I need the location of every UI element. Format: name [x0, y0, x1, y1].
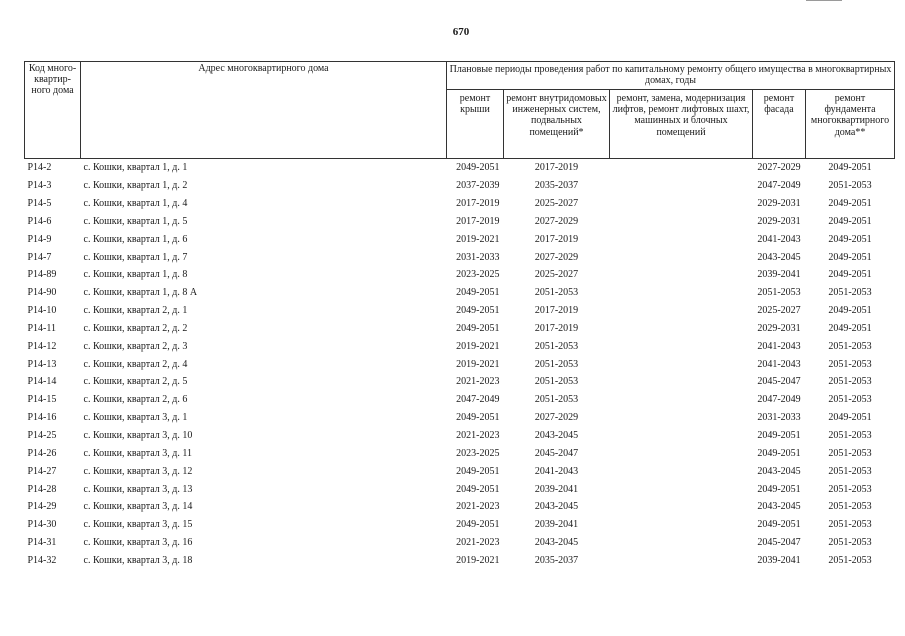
cell-address: с. Кошки, квартал 1, д. 8 А: [83, 287, 198, 299]
cell-code: Р14-2: [27, 162, 52, 174]
table-row: [25, 462, 895, 480]
cell-engineering: 2035-2037: [534, 180, 579, 192]
cell-foundation: 2051-2053: [828, 519, 872, 531]
cell-roof: 2021-2023: [456, 537, 500, 549]
cell-elevators: [610, 445, 753, 463]
cell-elevators: [610, 534, 753, 552]
cell-facade: 2041-2043: [757, 358, 801, 370]
cell-elevators: [610, 409, 753, 427]
cell-roof: 2049-2051: [456, 412, 500, 424]
cell-elevators: [610, 516, 753, 534]
cell-facade: 2049-2051: [757, 429, 801, 441]
cell-engineering: 2027-2029: [534, 412, 579, 424]
table-row: [25, 230, 895, 248]
cell-address: с. Кошки, квартал 1, д. 7: [83, 251, 188, 263]
cell-facade: 2043-2045: [757, 501, 801, 513]
cell-facade: 2045-2047: [757, 376, 801, 388]
cell-code: Р14-12: [27, 340, 57, 352]
cell-roof: 2019-2021: [456, 358, 500, 370]
cell-roof: 2049-2051: [456, 162, 500, 174]
cell-elevators: [610, 213, 753, 231]
cell-elevators: [610, 266, 753, 284]
cell-engineering: 2027-2029: [534, 251, 579, 263]
cell-roof: 2049-2051: [456, 465, 500, 477]
cell-elevators: [610, 320, 753, 338]
cell-foundation: 2051-2053: [828, 501, 872, 513]
cell-facade: 2049-2051: [757, 519, 801, 531]
header-code: Код много-квартир-ного дома: [25, 62, 81, 159]
table-body: [25, 159, 895, 570]
cell-roof: 2049-2051: [456, 483, 500, 495]
cell-facade: 2029-2031: [757, 322, 801, 334]
cell-address: с. Кошки, квартал 2, д. 5: [83, 376, 188, 388]
table-row: [25, 498, 895, 516]
cell-engineering: 2027-2029: [534, 215, 579, 227]
cell-code: Р14-90: [27, 287, 57, 299]
cell-facade: 2041-2043: [757, 233, 801, 245]
cell-facade: 2045-2047: [757, 537, 801, 549]
cell-engineering: 2041-2043: [534, 465, 579, 477]
cell-roof: 2047-2049: [456, 394, 500, 406]
cell-engineering: 2051-2053: [534, 394, 579, 406]
table-row: [25, 213, 895, 231]
cell-code: Р14-31: [27, 537, 57, 549]
cell-engineering: 2035-2037: [534, 554, 579, 566]
cell-facade: 2041-2043: [757, 340, 801, 352]
cell-facade: 2039-2041: [757, 269, 801, 281]
cell-address: с. Кошки, квартал 1, д. 4: [83, 198, 188, 210]
cell-foundation: 2051-2053: [828, 376, 872, 388]
cell-foundation: 2051-2053: [828, 429, 872, 441]
cell-engineering: 2039-2041: [534, 519, 579, 531]
cell-address: с. Кошки, квартал 2, д. 6: [83, 394, 188, 406]
cell-roof: 2023-2025: [456, 269, 500, 281]
cell-foundation: 2051-2053: [828, 465, 872, 477]
table-row: [25, 373, 895, 391]
cell-roof: 2019-2021: [456, 233, 500, 245]
cell-engineering: 2017-2019: [534, 162, 579, 174]
table-row: [25, 480, 895, 498]
cell-code: Р14-30: [27, 519, 57, 531]
cell-foundation: 2051-2053: [828, 180, 872, 192]
cell-foundation: 2051-2053: [828, 554, 872, 566]
table-row: [25, 195, 895, 213]
cell-elevators: [610, 302, 753, 320]
table-row: [25, 409, 895, 427]
cell-address: с. Кошки, квартал 2, д. 2: [83, 322, 188, 334]
cell-foundation: 2049-2051: [828, 198, 872, 210]
table-row: [25, 534, 895, 552]
cell-address: с. Кошки, квартал 3, д. 14: [83, 501, 193, 513]
table-row: [25, 302, 895, 320]
cell-foundation: 2049-2051: [828, 251, 872, 263]
header-elevators: ремонт, замена, модернизация лифтов, ремонт лифтовых шахт, машинных и блочных помещений: [610, 90, 753, 159]
cell-engineering: 2051-2053: [534, 340, 579, 352]
header-engineering: ремонт внутридомовых инженерных систем, подвальных помещений*: [504, 90, 610, 159]
cell-address: с. Кошки, квартал 3, д. 15: [83, 519, 193, 531]
cell-engineering: 2051-2053: [534, 358, 579, 370]
table-row: [25, 445, 895, 463]
cell-code: Р14-89: [27, 269, 57, 281]
cell-facade: 2025-2027: [757, 305, 801, 317]
cell-elevators: [610, 248, 753, 266]
cell-code: Р14-15: [27, 394, 57, 406]
cell-roof: 2049-2051: [456, 519, 500, 531]
cell-facade: 2039-2041: [757, 554, 801, 566]
table-row: [25, 337, 895, 355]
table-row: [25, 320, 895, 338]
cell-roof: 2037-2039: [456, 180, 500, 192]
cell-code: Р14-25: [27, 429, 57, 441]
cell-address: с. Кошки, квартал 2, д. 1: [83, 305, 188, 317]
cell-address: с. Кошки, квартал 3, д. 10: [83, 429, 193, 441]
cell-facade: 2043-2045: [757, 251, 801, 263]
cell-foundation: 2049-2051: [828, 305, 872, 317]
header-roof: ремонт крыши: [447, 90, 504, 159]
cell-roof: 2019-2021: [456, 340, 500, 352]
cell-address: с. Кошки, квартал 3, д. 1: [83, 412, 188, 424]
cell-facade: 2049-2051: [757, 483, 801, 495]
cell-facade: 2029-2031: [757, 198, 801, 210]
table-row: [25, 177, 895, 195]
cell-code: Р14-11: [27, 322, 57, 334]
cell-engineering: 2039-2041: [534, 483, 579, 495]
cell-code: Р14-9: [27, 233, 52, 245]
cell-address: с. Кошки, квартал 3, д. 18: [83, 554, 193, 566]
cell-elevators: [610, 498, 753, 516]
cell-engineering: 2025-2027: [534, 198, 579, 210]
cell-elevators: [610, 337, 753, 355]
table-row: [25, 552, 895, 570]
cell-foundation: 2051-2053: [828, 394, 872, 406]
cell-code: Р14-10: [27, 305, 57, 317]
cell-roof: 2019-2021: [456, 554, 500, 566]
cell-foundation: 2049-2051: [828, 215, 872, 227]
cell-elevators: [610, 195, 753, 213]
cell-foundation: 2049-2051: [828, 233, 872, 245]
header-periods-group: Плановые периоды проведения работ по капитальному ремонту общего имущества в многоквартирных домах, годы: [447, 62, 895, 90]
cell-facade: 2029-2031: [757, 215, 801, 227]
cell-facade: 2043-2045: [757, 465, 801, 477]
cell-elevators: [610, 230, 753, 248]
cell-elevators: [610, 552, 753, 570]
capital-repair-table: [24, 61, 895, 569]
table-row: [25, 355, 895, 373]
cell-roof: 2049-2051: [456, 305, 500, 317]
cell-elevators: [610, 391, 753, 409]
cell-elevators: [610, 480, 753, 498]
scan-artifact: [806, 0, 842, 1]
cell-code: Р14-27: [27, 465, 57, 477]
cell-roof: 2021-2023: [456, 429, 500, 441]
cell-elevators: [610, 284, 753, 302]
cell-code: Р14-28: [27, 483, 57, 495]
cell-facade: 2047-2049: [757, 394, 801, 406]
cell-foundation: 2051-2053: [828, 537, 872, 549]
cell-code: Р14-16: [27, 412, 57, 424]
cell-engineering: 2017-2019: [534, 233, 579, 245]
cell-foundation: 2051-2053: [828, 340, 872, 352]
cell-roof: 2017-2019: [456, 198, 500, 210]
cell-address: с. Кошки, квартал 1, д. 2: [83, 180, 188, 192]
table-row: [25, 266, 895, 284]
cell-address: с. Кошки, квартал 1, д. 8: [83, 269, 188, 281]
cell-code: Р14-13: [27, 358, 57, 370]
header-foundation: ремонт фундамента многоквартирного дома**: [806, 90, 895, 159]
cell-foundation: 2049-2051: [828, 162, 872, 174]
cell-address: с. Кошки, квартал 1, д. 1: [83, 162, 188, 174]
cell-elevators: [610, 177, 753, 195]
cell-engineering: 2043-2045: [534, 429, 579, 441]
header-address: Адрес многоквартирного дома: [81, 62, 447, 159]
cell-address: с. Кошки, квартал 1, д. 5: [83, 215, 188, 227]
cell-roof: 2031-2033: [456, 251, 500, 263]
cell-address: с. Кошки, квартал 2, д. 4: [83, 358, 188, 370]
page-number: 670: [452, 26, 470, 38]
cell-engineering: 2025-2027: [534, 269, 579, 281]
cell-foundation: 2051-2053: [828, 447, 872, 459]
cell-elevators: [610, 159, 753, 177]
table-row: [25, 427, 895, 445]
cell-elevators: [610, 373, 753, 391]
cell-foundation: 2049-2051: [828, 269, 872, 281]
cell-foundation: 2049-2051: [828, 412, 872, 424]
table-row: [25, 284, 895, 302]
cell-engineering: 2051-2053: [534, 376, 579, 388]
cell-facade: 2027-2029: [757, 162, 801, 174]
cell-engineering: 2017-2019: [534, 322, 579, 334]
cell-foundation: 2051-2053: [828, 287, 872, 299]
cell-elevators: [610, 462, 753, 480]
cell-roof: 2049-2051: [456, 322, 500, 334]
cell-foundation: 2051-2053: [828, 358, 872, 370]
cell-facade: 2049-2051: [757, 447, 801, 459]
table-row: [25, 248, 895, 266]
cell-facade: 2031-2033: [757, 412, 801, 424]
cell-roof: 2021-2023: [456, 376, 500, 388]
table-header-row: [25, 62, 895, 90]
cell-code: Р14-29: [27, 501, 57, 513]
cell-roof: 2023-2025: [456, 447, 500, 459]
header-facade: ремонт фасада: [753, 90, 806, 159]
cell-roof: 2021-2023: [456, 501, 500, 513]
cell-facade: 2051-2053: [757, 287, 801, 299]
cell-address: с. Кошки, квартал 2, д. 3: [83, 340, 188, 352]
cell-address: с. Кошки, квартал 3, д. 11: [83, 447, 193, 459]
cell-address: с. Кошки, квартал 3, д. 12: [83, 465, 193, 477]
cell-code: Р14-5: [27, 198, 52, 210]
cell-address: с. Кошки, квартал 1, д. 6: [83, 233, 188, 245]
cell-code: Р14-26: [27, 447, 57, 459]
cell-facade: 2047-2049: [757, 180, 801, 192]
cell-address: с. Кошки, квартал 3, д. 16: [83, 537, 193, 549]
cell-code: Р14-3: [27, 180, 52, 192]
cell-address: с. Кошки, квартал 3, д. 13: [83, 483, 193, 495]
cell-elevators: [610, 427, 753, 445]
table-row: [25, 391, 895, 409]
cell-engineering: 2051-2053: [534, 287, 579, 299]
cell-code: Р14-6: [27, 215, 52, 227]
cell-roof: 2017-2019: [456, 215, 500, 227]
cell-code: Р14-32: [27, 554, 57, 566]
cell-elevators: [610, 355, 753, 373]
table-row: [25, 516, 895, 534]
cell-engineering: 2017-2019: [534, 305, 579, 317]
cell-code: Р14-7: [27, 251, 52, 263]
cell-roof: 2049-2051: [456, 287, 500, 299]
cell-engineering: 2045-2047: [534, 447, 579, 459]
cell-engineering: 2043-2045: [534, 501, 579, 513]
table-row: [25, 159, 895, 177]
cell-engineering: 2043-2045: [534, 537, 579, 549]
cell-foundation: 2051-2053: [828, 483, 872, 495]
cell-foundation: 2049-2051: [828, 322, 872, 334]
cell-code: Р14-14: [27, 376, 57, 388]
table-header: [25, 62, 895, 159]
